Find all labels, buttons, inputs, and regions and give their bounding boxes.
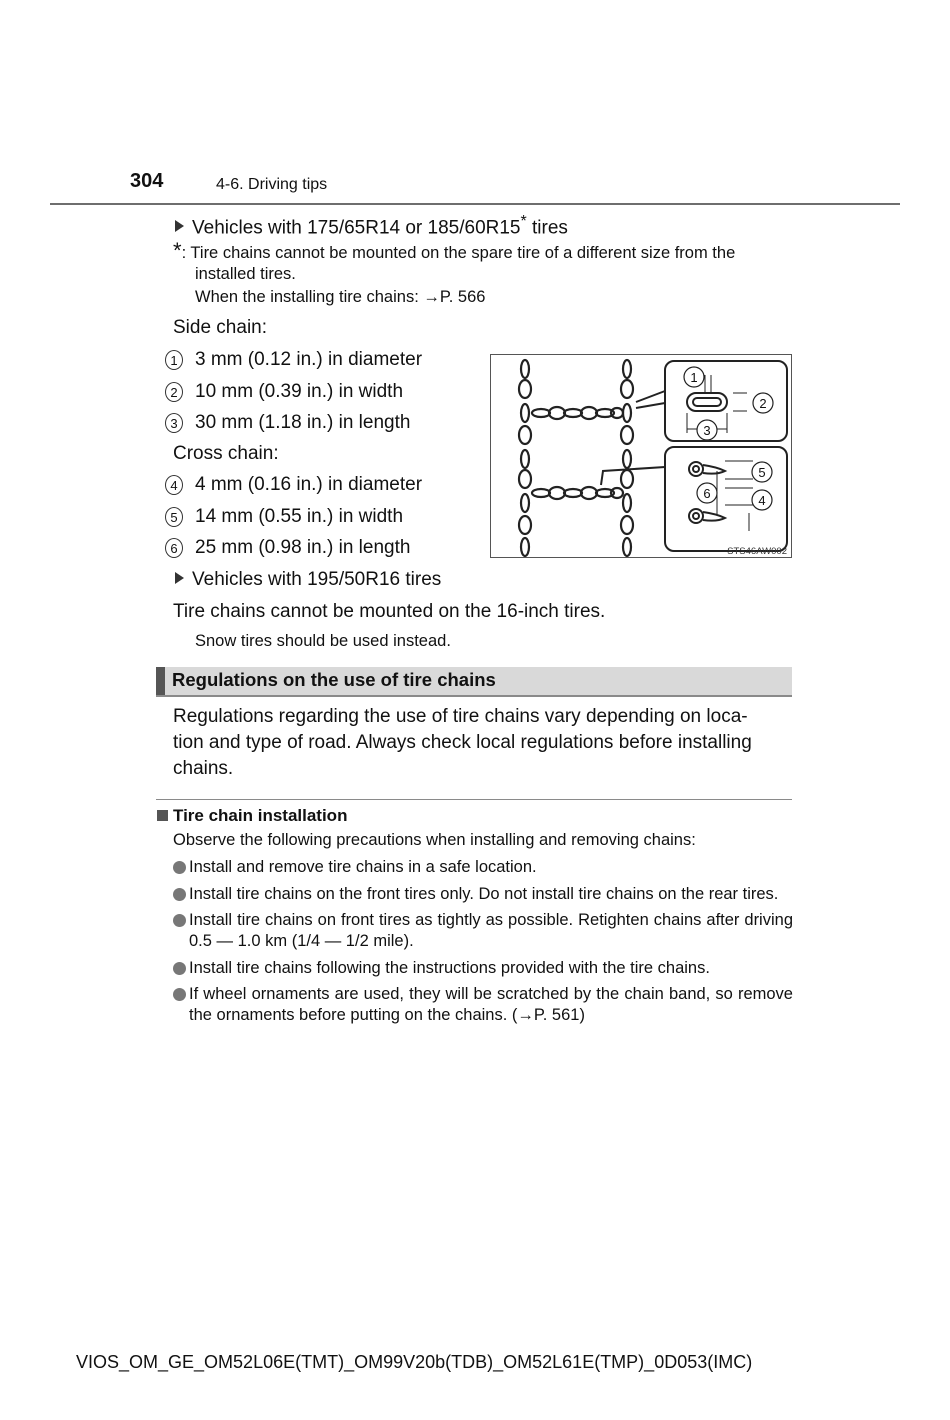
- figure-code: STS46AW002: [727, 546, 787, 557]
- header-rule: [50, 203, 900, 205]
- installing-ref-note: When the installing tire chains: →P. 566: [195, 288, 486, 306]
- tire-chain-figure: [490, 354, 792, 558]
- list-item: Install tire chains on the front tires only. Do not install tire chains on the rear tires.: [173, 884, 793, 905]
- callout-number: 6: [165, 538, 183, 558]
- installation-bullets: [173, 857, 793, 1032]
- list-item: Install and remove tire chains in a safe location.: [173, 857, 793, 878]
- asterisk-marker: *: [520, 213, 527, 230]
- callout-number: 3: [165, 413, 183, 433]
- callout-label-4: 4: [758, 493, 766, 508]
- chain-diagram: [491, 355, 791, 557]
- spare-tire-note: *: Tire chains cannot be mounted on the spare tire of a different size from the: [173, 238, 736, 263]
- vehicles-heading-1: Vehicles with 175/65R14 or 185/60R15* tires: [175, 213, 568, 239]
- callout-boxes: [665, 361, 787, 551]
- chain-links-graphic: [519, 360, 633, 556]
- side-chain-label: Side chain:: [173, 317, 268, 338]
- callout-label-5: 5: [758, 465, 766, 480]
- regulations-title: Regulations on the use of tire chains: [172, 669, 496, 690]
- section-title: 4-6. Driving tips: [216, 176, 328, 193]
- bullet-dot-icon: [173, 888, 186, 901]
- callout-number: 4: [165, 475, 183, 495]
- callout-number: 5: [165, 507, 183, 527]
- list-item: Install tire chains on front tires as tightly as possible. Retighten chains after driving 0.5 — 1.0 km (1/4 — 1/2 mile).: [173, 910, 793, 952]
- square-bullet-icon: [157, 810, 168, 821]
- note-marker: *: [173, 238, 182, 263]
- callout-number: 1: [165, 350, 183, 370]
- cross-chain-label: Cross chain:: [173, 443, 279, 464]
- regulations-heading-band: [156, 667, 792, 697]
- snow-tires-text: Snow tires should be used instead.: [195, 632, 451, 650]
- callout-label-6: 6: [703, 486, 711, 501]
- bullet-dot-icon: [173, 861, 186, 874]
- spec-text: 10 mm (0.39 in.) in width: [195, 381, 404, 402]
- band-accent-bar: [156, 667, 165, 695]
- bullet-dot-icon: [173, 962, 186, 975]
- installation-heading: Tire chain installation: [157, 806, 347, 826]
- callout-label-2: 2: [759, 396, 767, 411]
- callout-number: 2: [165, 382, 183, 402]
- bullet-dot-icon: [173, 988, 186, 1001]
- triangle-bullet-icon: [175, 220, 184, 232]
- footer-document-code: VIOS_OM_GE_OM52L06E(TMT)_OM99V20b(TDB)_OM52L61E(TMP)_0D053(IMC): [76, 1352, 753, 1372]
- triangle-bullet-icon: [175, 572, 184, 584]
- sixteen-inch-text: Tire chains cannot be mounted on the 16-inch tires.: [173, 601, 606, 622]
- spec-text: 30 mm (1.18 in.) in length: [195, 412, 411, 433]
- list-item: If wheel ornaments are used, they will be scratched by the chain band, so remove the ornaments before putting on the chains. (→P. 561): [173, 984, 793, 1026]
- spec-text: 14 mm (0.55 in.) in width: [195, 506, 404, 527]
- section-divider: [156, 799, 792, 800]
- installation-intro: Observe the following precautions when installing and removing chains:: [173, 831, 696, 849]
- regulations-body: Regulations regarding the use of tire chains vary depending on loca- tion and type of road. Always check local regulations before installing chains.: [173, 706, 752, 779]
- vehicles-heading-2: Vehicles with 195/50R16 tires: [175, 569, 441, 591]
- spec-text: 3 mm (0.12 in.) in diameter: [195, 349, 423, 370]
- callout-label-1: 1: [690, 370, 698, 385]
- spec-text: 4 mm (0.16 in.) in diameter: [195, 474, 423, 495]
- spare-tire-note-line2: installed tires.: [195, 265, 296, 283]
- list-item: Install tire chains following the instructions provided with the tire chains.: [173, 958, 793, 979]
- page-number: 304: [130, 170, 164, 192]
- spec-text: 25 mm (0.98 in.) in length: [195, 537, 411, 558]
- bullet-dot-icon: [173, 914, 186, 927]
- callout-label-3: 3: [703, 423, 711, 438]
